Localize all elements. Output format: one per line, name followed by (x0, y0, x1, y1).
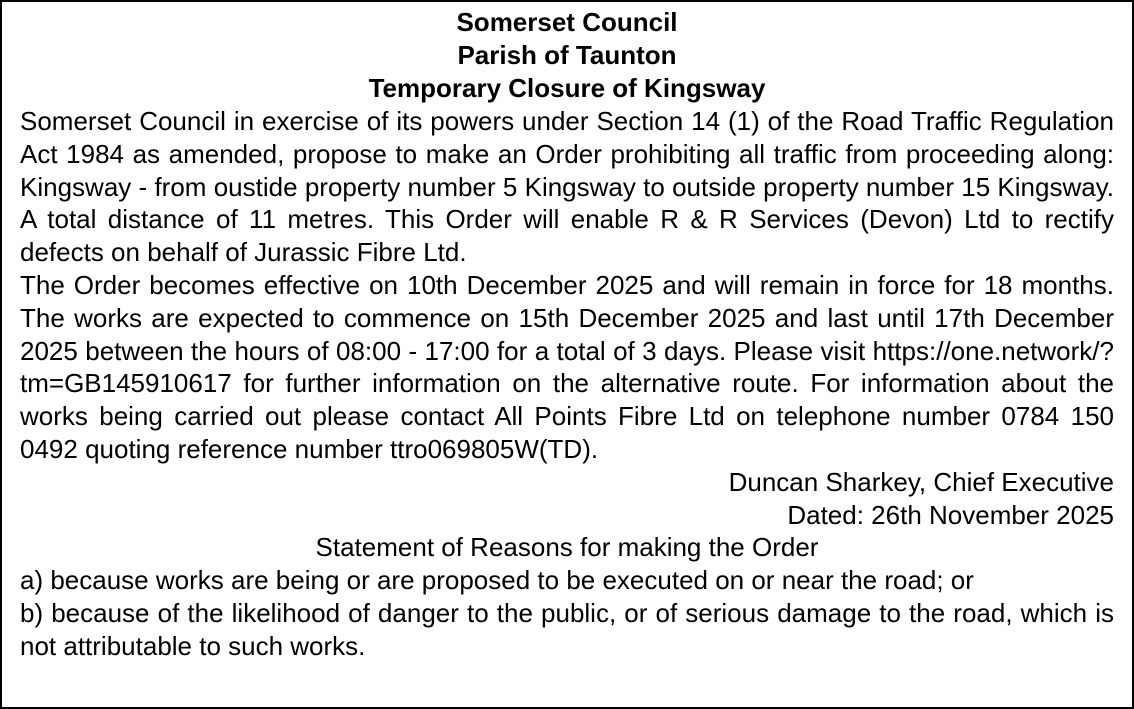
reason-item-a: a) because works are being or are proposed to be executed on or near the road; or (20, 565, 974, 596)
notice-parish-name: Parish of Taunton (457, 40, 677, 70)
notice-paragraph-order: Somerset Council in exercise of its powers under Section 14 (1) of the Road Traffic Regulation Act 1984 as amended, propose to make an Order prohibiting all traffic from proceeding along: Kingsway - from oustide property number 5 Kingsway to outside property number 15 Kingsway. A total distance of 11 metres. This Order will enable R & R Services (Devon) Ltd to rectify defects on behalf of Jurassic Fibre Ltd. (20, 106, 1114, 268)
notice-date: Dated: 26th November 2025 (787, 499, 1114, 530)
notice-paragraph-details: The Order becomes effective on 10th December 2025 and will remain in force for 18 months. The works are expected to commence on 15th December 2025 and last until 17th December 2025 between the hours of 08:00 - 17:00 for a total of 3 days. Please visit https://one.network/?tm=GB145910617 for further information on the alternative route. For information about the works being carried out please contact All Points Fibre Ltd on telephone number 0784 150 0492 quoting reference number ttro069805W(TD). (20, 269, 1114, 464)
notice-title: Temporary Closure of Kingsway (368, 73, 766, 103)
reason-item-b: b) because of the likelihood of danger to the public, or of serious damage to the road, which is not attributable to such works. (20, 597, 1114, 661)
reasons-heading: Statement of Reasons for making the Order (315, 532, 819, 563)
notice-signatory: Duncan Sharkey, Chief Executive (728, 466, 1114, 497)
notice-council-name: Somerset Council (456, 7, 678, 37)
